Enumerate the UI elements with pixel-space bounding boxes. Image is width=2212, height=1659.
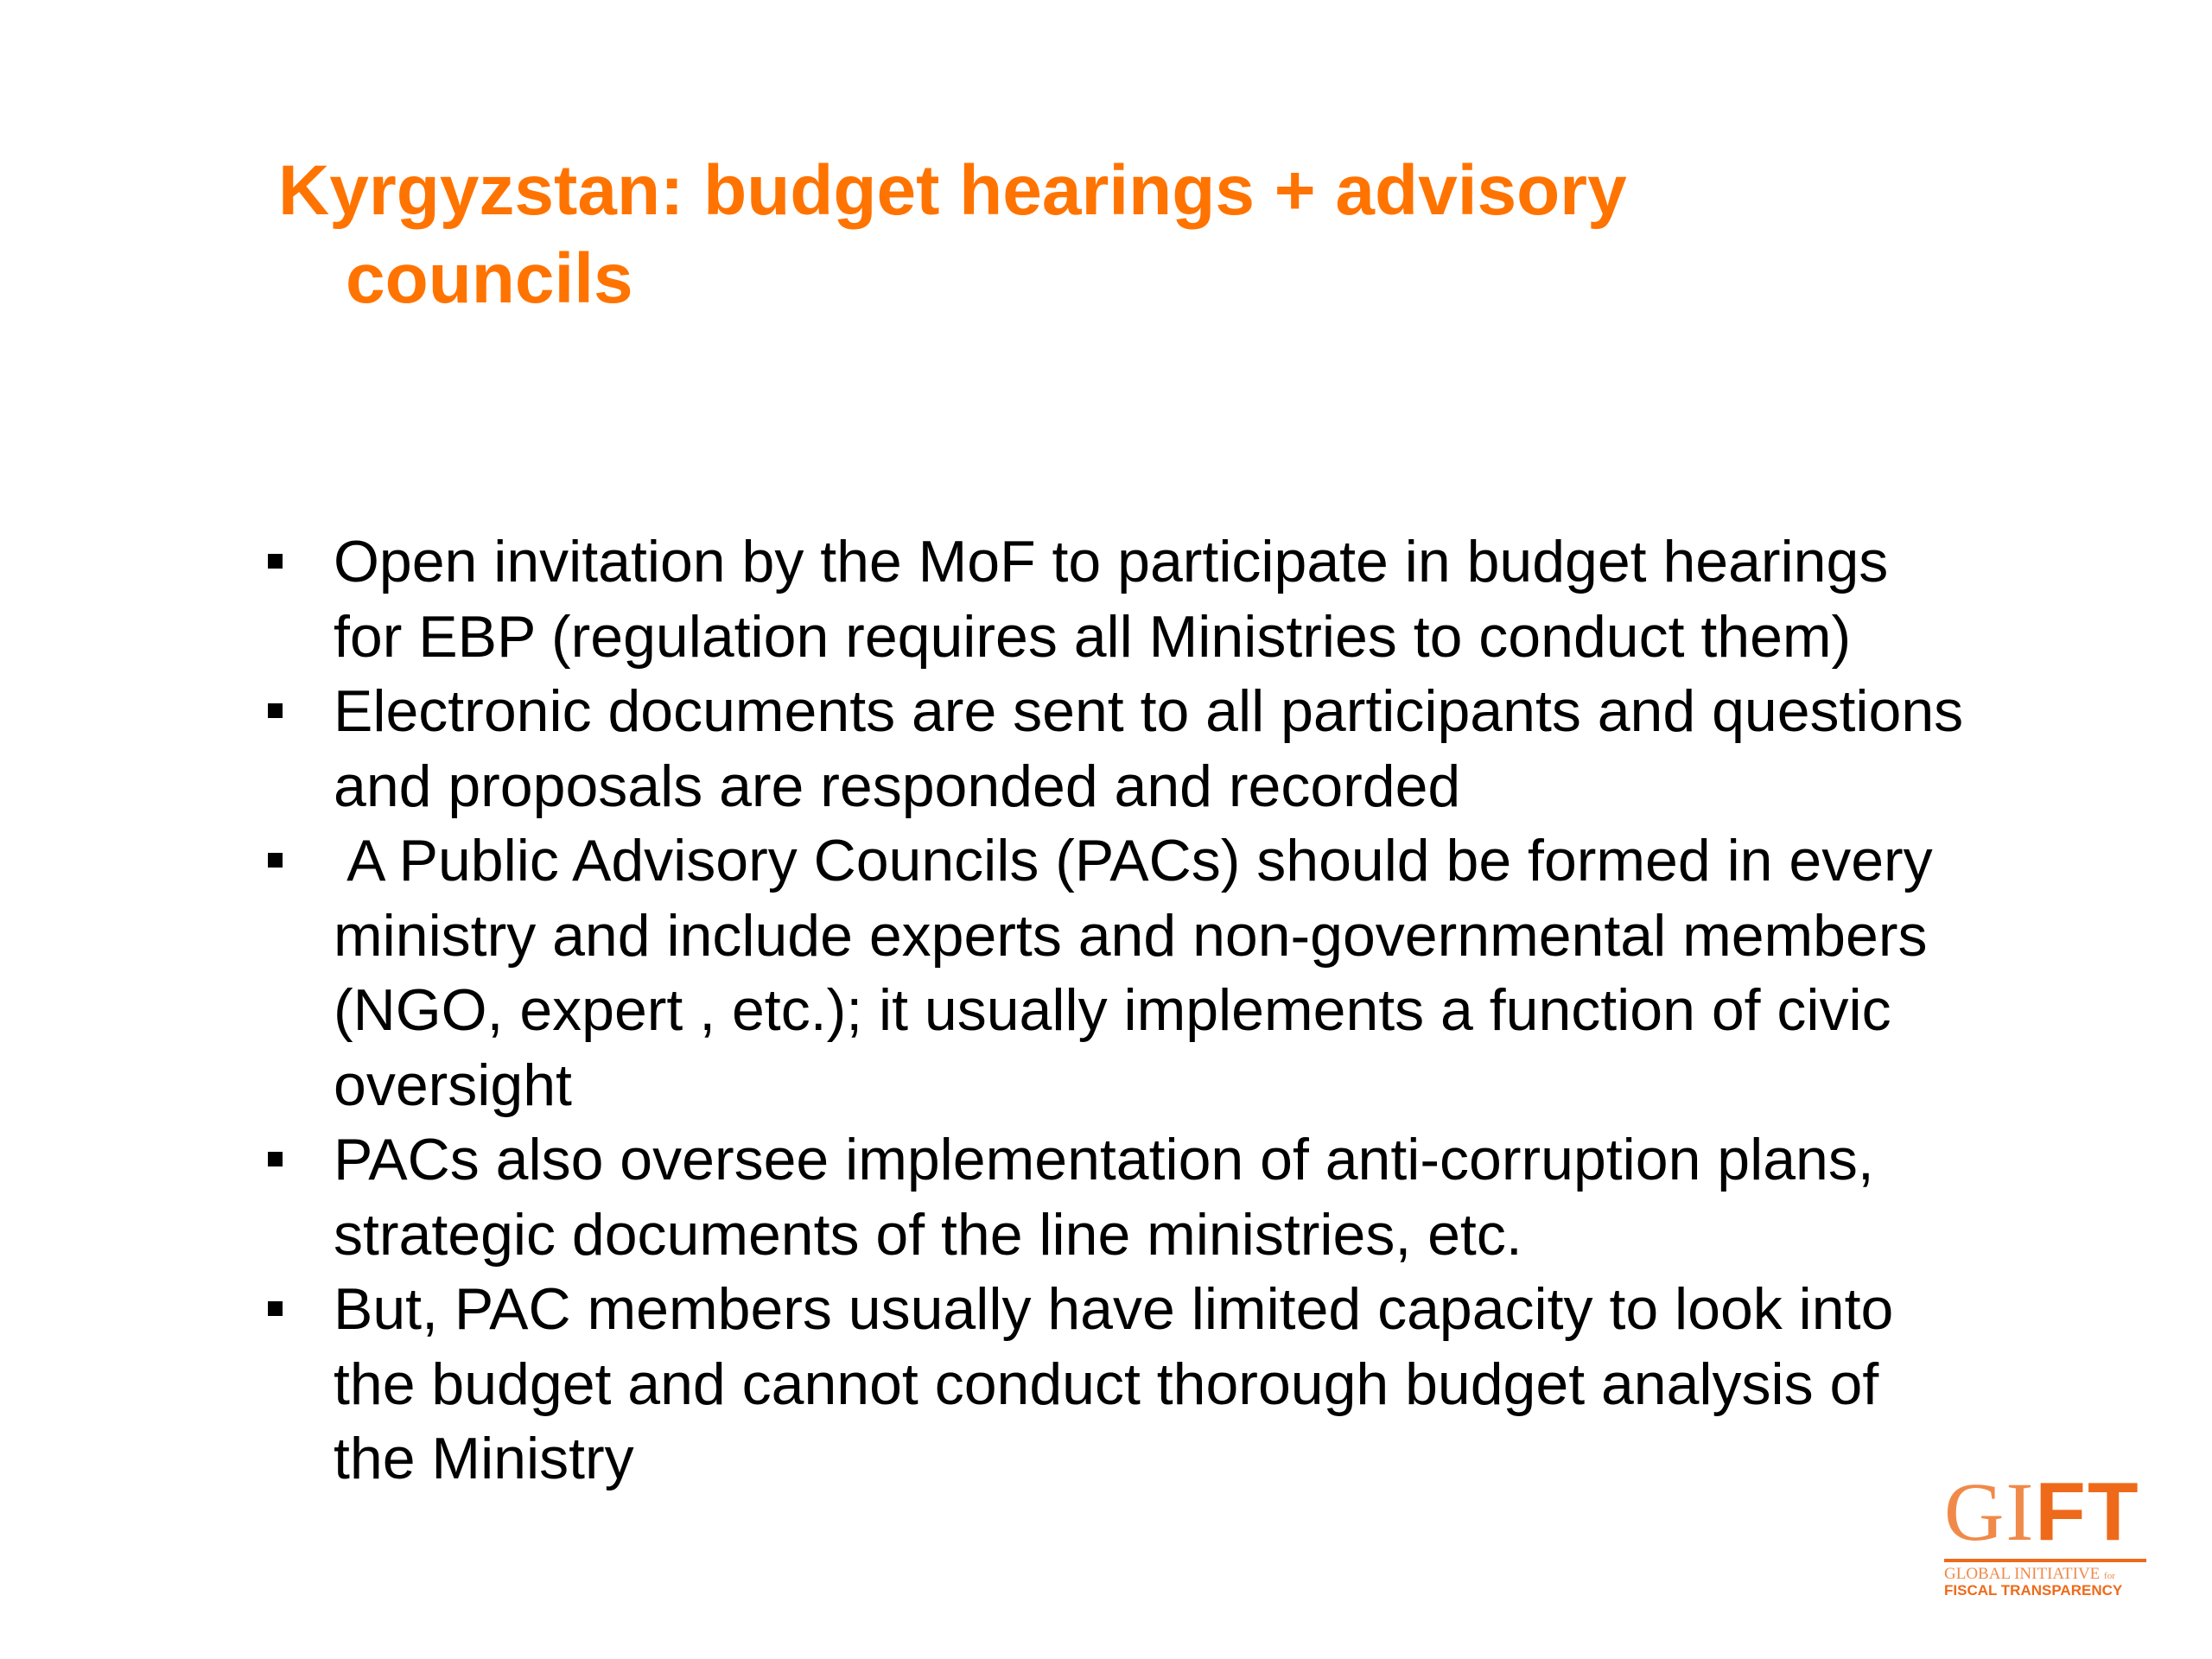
square-bullet-icon xyxy=(268,1152,283,1166)
slide-title xyxy=(278,147,1920,323)
gift-logo-subtitle-small: for xyxy=(2104,1571,2115,1581)
bullet-text-line: strategic documents of the line ministries, etc. xyxy=(334,1201,1522,1268)
bullet-text-line: the Ministry xyxy=(334,1426,634,1491)
bullet-item xyxy=(263,823,2120,1122)
bullet-text-line: ministry and include experts and non-governmental members xyxy=(334,902,1928,969)
bullet-item xyxy=(263,1272,2120,1497)
gift-logo-subtitle-text: GLOBAL INITIATIVE xyxy=(1944,1565,2101,1583)
gift-logo xyxy=(1944,1465,2152,1607)
square-bullet-icon xyxy=(268,1301,283,1316)
gift-logo-mark xyxy=(1944,1465,2140,1558)
bullet-text-line: Open invitation by the MoF to participate in budget hearings xyxy=(334,529,1889,594)
bullet-item xyxy=(263,674,2120,823)
gift-logo-mark-bold: FT xyxy=(2035,1465,2140,1558)
bullet-text-line: and proposals are responded and recorded xyxy=(334,753,1461,819)
gift-logo-divider xyxy=(1944,1559,2146,1562)
bullet-item xyxy=(263,1122,2120,1272)
bullet-text-line: the budget and cannot conduct thorough budget analysis of xyxy=(334,1351,1879,1417)
gift-logo-mark-light: GI xyxy=(1944,1465,2036,1558)
bullet-text-line: But, PAC members usually have limited capacity to look into xyxy=(334,1276,1894,1342)
bullet-text-line: PACs also oversee implementation of anti-corruption plans, xyxy=(334,1127,1874,1192)
slide-title-line: councils xyxy=(346,239,633,318)
bullet-text-line: A Public Advisory Councils (PACs) should be formed in every xyxy=(334,828,1933,893)
bullet-text-line: Electronic documents are sent to all participants and questions xyxy=(334,678,1964,744)
bullet-text-line: oversight xyxy=(334,1052,572,1118)
square-bullet-icon xyxy=(268,853,283,868)
bullet-item xyxy=(263,524,2120,674)
bullet-list xyxy=(263,524,2120,1497)
slide-title-line: Kyrgyzstan: budget hearings + advisory xyxy=(278,151,1627,230)
gift-logo-subtitle-bold: FISCAL TRANSPARENCY xyxy=(1944,1582,2123,1599)
bullet-text-line: for EBP (regulation requires all Ministries to conduct them) xyxy=(334,603,1852,670)
bullet-text-line: (NGO, expert , etc.); it usually implements a function of civic xyxy=(334,977,1891,1043)
square-bullet-icon xyxy=(268,554,283,569)
square-bullet-icon xyxy=(268,703,283,718)
